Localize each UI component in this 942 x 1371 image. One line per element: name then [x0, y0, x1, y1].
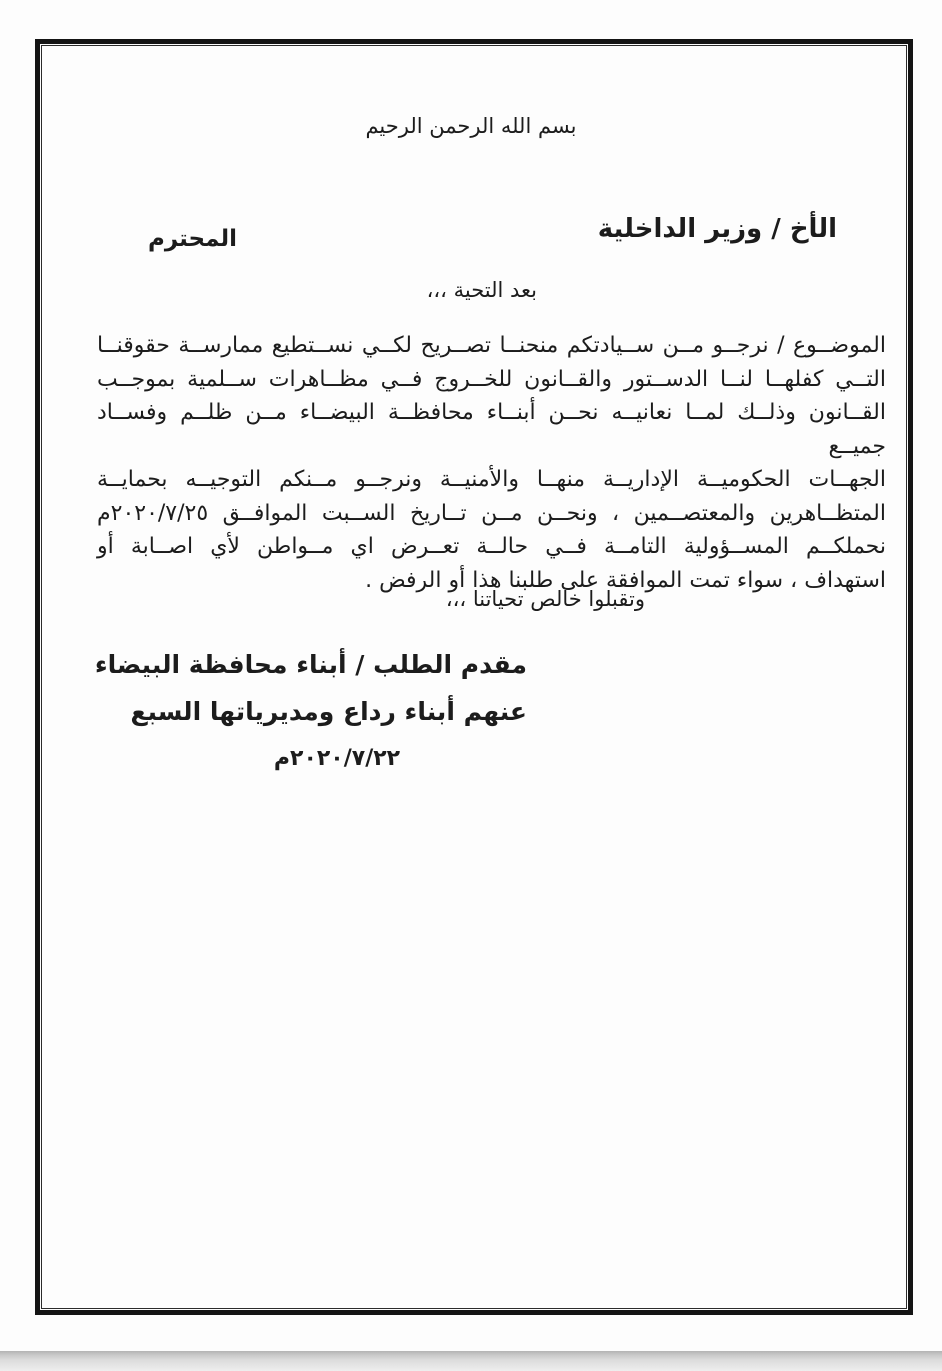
body-line: الموضــوع / نرجــو مــن ســيادتكم منحنــا تصــريح لكــي نســتطيع ممارســة حقوقنــا	[97, 333, 886, 358]
basmala-line: بسم الله الرحمن الرحيم	[365, 114, 577, 138]
honorific-label: المحترم	[148, 226, 238, 252]
signature-date: ٢٠٢٠/٧/٢٢م	[273, 746, 401, 771]
salutation-line: بعد التحية ،،،	[426, 278, 537, 302]
letter-header	[148, 214, 837, 252]
body-line: الجهــات الحكوميــة الإداريــة منهــا والأمنيــة ونرجــو مــنكم التوجيــه بحمايــة	[97, 467, 886, 492]
body-line: التــي كفلهــا لنــا الدســتور والقــانون للخــروج فــي مظــاهرات ســلمية بموجــب	[97, 366, 886, 392]
addressee-title: الأخ / وزير الداخلية	[597, 214, 837, 244]
body-line: استهداف ، سواء تمت الموافقة على طلبنا هذا أو الرفض .	[365, 567, 886, 593]
body-line: القــانون وذلــك لمــا نعانيــه نحــن أبنــاء محافظــة البيضــاء مــن ظلــم وفســاد جميــع	[97, 400, 886, 459]
signature-block	[94, 641, 527, 782]
signature-on-behalf: عنهم أبناء رداع ومديرياتها السبع	[130, 697, 527, 726]
signature-submitter: مقدم الطلب / أبناء محافظة البيضاء	[94, 650, 527, 679]
body-line: نحملكــم المســؤولية التامــة فــي حالــة تعــرض اي مــواطن لأي اصــابة أو	[97, 534, 886, 559]
body-line: المتظــاهرين والمعتصــمين ، ونحــن مــن تــاريخ الســبت الموافــق ٢٠٢٠/٧/٢٥م	[97, 500, 886, 526]
closing-salutation: وتقبلوا خالص تحياتنا ،،،	[445, 587, 645, 611]
page-edge-shadow	[0, 1351, 942, 1371]
letter-body-paragraph	[97, 329, 886, 597]
